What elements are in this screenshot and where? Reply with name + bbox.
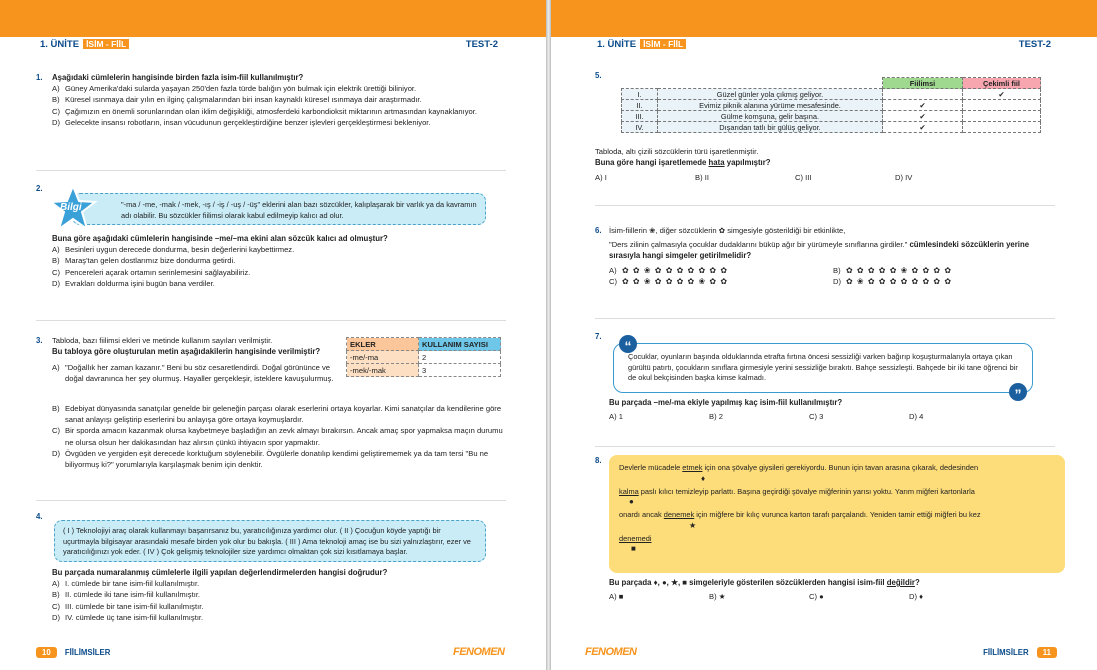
diamond-mark-icon: ♦ [701,473,706,483]
table-cell: 3 [419,364,501,377]
quote-open-icon: “ [619,335,637,353]
unit-title: 1. ÜNİTE İSİM - FİİL [40,39,129,50]
table-row [622,89,1041,100]
passage-box: ( I ) Teknolojiyi araç olarak kullanmayı başarırsanız bu, yaratıcılığınıza yardımcı olur. ( II ) Çocuğun köyde yaptığı bir uçurtmayla bilgisayar arasındaki mesafe birden yok olur bu bakışla. ( III ) Ama teknoloji amaç ise bu sizi yalnızlaştırır, ezer ve yaratıcılığınızı yok eder. ( IV ) Çok gelişmiş teknolojiler size yardımcı olmaktan çok sizi kısıtlamaya başlar. [54,520,486,562]
table-cell: ✔ [963,89,1041,100]
answer-option[interactable]: C) III [795,173,812,183]
brand-logo: FENOMEN [453,646,505,658]
circle-mark-icon: ● [629,497,634,506]
table-cell: IV. [622,122,658,133]
answer-option[interactable]: D) ♦ [909,592,924,602]
passage-box: Devlerle mücadele etmek için ona şövalye giysileri gerekiyordu. Bunun için tavan arasına çıkarak, dedesinden ♦ kalma paslı kılıcı temizleyip parlattı. Başına geçirdiği şövalye miğferinin yarısı yoktu. Yarım miğferi kartonlarla ● onardı ancak denemek için miğfere bir kılıç vurunca karton tarafı parçalandı. Yeniden tamir ettiği miğferi bu kez ★ denemedi ■ [609,455,1065,573]
answer-option[interactable]: B) ★ [709,592,726,602]
table-cell: ✔ [883,100,963,111]
question-number: 1. [36,73,43,82]
answer-option[interactable]: C) III. cümlede bir tane isim-fiil kullanılmıştır. [52,601,204,611]
question-number: 5. [595,71,602,80]
page-number: 11 [1037,647,1057,658]
question-8: Bu parçada ♦, ●, ★, ■ simgeleriyle gösterilen sözcüklerden hangisi isim-fiil değildir? A) ■ B) ★ C) ● D) ♦ [609,577,1057,602]
question-number: 4. [36,512,43,521]
answer-option[interactable]: C) 3 [809,412,824,422]
question-4: Bu parçada numaralanmış cümlelerle ilgili yapılan değerlendirmelerden hangisi doğrudur? A) I. cümlede bir tane isim-fiil kullanılmıştır. B) II. cümlede iki tane isim-fiil kullanılmıştır. C) III. cümlede bir tane isim-fiil kullanılmıştır. D) IV. cümlede üç tane isim-fiil kullanılmıştır. [52,567,507,623]
answer-option[interactable]: A) 1 [609,412,623,422]
table-cell [963,111,1041,122]
brand-logo: FENOMEN [585,646,637,658]
table-cell: Evimiz piknik alanına yürüme mesafesinde. [658,100,883,111]
question-5: Tabloda, altı çizili sözcüklerin türü işaretlenmiştir. Buna göre hangi işaretlemede hata yapılmıştır? A) I B) II C) III D) IV [595,146,1055,184]
table-header: EKLER [347,338,419,351]
answer-option[interactable]: A) ■ [609,592,624,602]
table-cell: I. [622,89,658,100]
table-cell: Dışarıdan tatlı bir gülüş geliyor. [658,122,883,133]
answer-option[interactable]: A) Besinleri uygun derecede dondurma, besin değerlerini kaybettirmez. [52,245,295,255]
table-header: KULLANIM SAYISI [419,338,501,351]
table-cell: Güzel günler yola çıkmış geliyor. [658,89,883,100]
table-header: Çekimli fiil [963,78,1041,89]
table-cell [963,122,1041,133]
footer: FİİLİMSİLER 11 [983,647,1057,658]
table-cell [883,89,963,100]
answer-option[interactable]: D) ✿ ❀ ✿ ✿ ✿ ✿ ✿ ✿ ✿ ✿ [833,276,953,286]
table-cell: ✔ [883,122,963,133]
answer-option[interactable]: C) Pencereleri açarak ortamın serinlemesini sağlayabiliriz. [52,267,251,277]
answer-option[interactable]: B) ✿ ✿ ✿ ✿ ✿ ❀ ✿ ✿ ✿ ✿ [833,265,953,275]
page-number: 10 [36,647,57,658]
answer-option[interactable]: A) I. cümlede bir tane isim-fiil kullanılmıştır. [52,579,200,589]
question-1: Aşağıdaki cümlelerin hangisinde birden fazla isim-fiil kullanılmıştır? A) Güney Amerika'daki sularda yaşayan 250'den fazla türde balığın yön bulmak için elektrik ürettiği biliniyor. B) Küresel ısınmaya dair yılın en ilginç çalışmalarından biri insan kaynaklı küresel ısınmaya dair araştırmadır. C) Çağımızın en önemli sorunlarından olan iklim değişikliği, atmosferdeki karbondioksit miktarının artmasından kaynaklanıyor. D) Gelecekte insansı robotların, insan vücudunun gerçekleştirdiğine benzer işlevleri gerçekleştirmesi bekleniyor. [52,72,507,128]
test-label: TEST-2 [1018,39,1051,50]
marking-table [621,77,1041,133]
star-mark-icon: ★ [689,520,697,530]
table-row [622,111,1041,122]
left-page [0,0,546,670]
answer-option[interactable]: D) Evrakları doldurma işini bugün bana verdiler. [52,278,215,288]
table-cell: ✔ [883,111,963,122]
table-cell: 2 [419,351,501,364]
answer-option[interactable]: A) ✿ ✿ ❀ ✿ ✿ ✿ ✿ ✿ ✿ ✿ [609,265,729,275]
quote-close-icon: ” [1009,383,1027,401]
question-number: 3. [36,336,43,345]
answer-option[interactable]: B) II. cümlede iki tane isim-fiil kullanılmıştır. [52,590,201,600]
answer-option[interactable]: B) 2 [709,412,723,422]
answer-option[interactable]: C) ✿ ✿ ❀ ✿ ✿ ✿ ✿ ❀ ✿ ✿ [609,276,729,286]
question-number: 7. [595,332,602,341]
answer-option[interactable]: D) Gelecekte insansı robotların, insan vücudunun gerçekleştirdiğine benzer işlevleri gerçekleştirmesi bekleniyor. [52,117,431,127]
suffix-table [346,337,501,377]
answer-option[interactable]: A) I [595,173,607,183]
answer-option[interactable]: B) II [695,173,709,183]
test-label: TEST-2 [465,39,498,50]
table-cell [963,100,1041,111]
answer-option[interactable]: D) 4 [909,412,924,422]
answer-option[interactable]: B) Küresel ısınmaya dair yılın en ilginç çalışmalarından biri insan kaynaklı küresel ısınmaya dair araştırmadır. [52,95,422,105]
right-page [551,0,1097,670]
question-number: 2. [36,184,43,193]
answer-option[interactable]: A) Güney Amerika'daki sularda yaşayan 250'den fazla türde balığın yön bulmak için elektrik ürettiği biliniyor. [52,84,417,94]
table-cell: II. [622,100,658,111]
question-7: Bu parçada –me/-ma ekiyle yapılmış kaç isim-fiil kullanılmıştır? A) 1 B) 2 C) 3 D) 4 [609,397,1057,422]
table-row [622,122,1041,133]
info-box: "-ma / -me, -mak / -mek, -ış / -iş / -uş / -üş" eklerini alan bazı sözcükler, kalıplaşarak bir varlık ya da kavramın adı olabilir. Bu sözcükler fiilimsi olarak kabul edilmeyip kalıcı ad olur. [72,193,486,225]
question-2: Buna göre aşağıdaki cümlelerin hangisinde –me/–ma ekini alan sözcük kalıcı ad olmuştur? A) Besinleri uygun derecede dondurma, besin değerlerini kaybettirmez. B) Maraş'tan gelen dostlarımız bize dondurma getirdi. C) Pencereleri açarak ortamın serinlemesini sağlayabiliriz. D) Evrakları doldurma işini bugün bana verdiler. [52,233,507,289]
answer-option[interactable]: C) Çağımızın en önemli sorunlarından olan iklim değişikliği, atmosferdeki karbondioksit miktarının artmasından kaynaklanıyor. [52,106,477,116]
table-cell: -mek/-mak [347,364,419,377]
bilgi-label: Bilgi [60,202,82,213]
question-3-options: B) Edebiyat dünyasında sanatçılar genelde bir geleneğin parçası olarak eserlerini ortaya koyarlar. Kimi sanatçılar da kendilerine göre sanat anlayışı geliştirip eserlerini bu anlayışa göre ortaya koymuşlardır. C) Bir sporda amacın kazanmak olursa kaybetmeye başladığın an zevk almayı bırakırsın. Ancak amaç spor yapmaksa maçın durumu ne olursa olsun her dakikasından haz alırsın çünkü ihtiyacın spor yapmaktır. D) Övgüden ve yergiden eşit derecede korktuğum söylenebilir. Övgülerle donatılıp kendimi geliştirememek ya da tam tersi "Bu ne biliyormuş ki?" yorumlarıyla karşılaşmak benim için denktir. [52,404,503,470]
table-cell: Gülme komşuna, gelir başına. [658,111,883,122]
question-6: İsim-fiillerin ❀, diğer sözcüklerin ✿ simgesiyle gösterildiği bir etkinlikte, "Ders zilinin çalmasıyla çocuklar dudaklarını büküp ağır bir yürümeyle sınıflarına girdiler." cümlesindeki sözcüklerin yerine sırasıyla hangi simgeler getirilmelidir? A) ✿ ✿ ❀ ✿ ✿ ✿ ✿ ✿ ✿ ✿ B) ✿ ✿ ✿ ✿ ✿ ❀ ✿ ✿ ✿ ✿ C) ✿ ✿ ❀ ✿ ✿ ✿ ✿ ❀ ✿ ✿ D) ✿ ❀ ✿ ✿ ✿ ✿ ✿ ✿ ✿ ✿ [609,225,1057,287]
answer-option[interactable]: D) IV [895,173,913,183]
square-mark-icon: ■ [631,544,636,553]
footer: 10 FİİLİMSİLER [36,647,110,658]
answer-option[interactable]: D) IV. cümlede üç tane isim-fiil kullanılmıştır. [52,612,204,622]
question-number: 8. [595,456,602,465]
table-row [622,100,1041,111]
table-cell: -me/-ma [347,351,419,364]
question-3-intro: Tabloda, bazı fiilimsi ekleri ve metinde kullanım sayıları verilmiştir. Bu tabloya göre oluşturulan metin aşağıdakilerin hangisinde verilmiştir? [52,336,321,357]
question-number: 6. [595,226,602,235]
table-cell: III. [622,111,658,122]
answer-option[interactable]: B) Maraş'tan gelen dostlarımız bize dondurma getirdi. [52,256,236,266]
passage-box: Çocuklar, oyunların başında olduklarında etrafta fırtına öncesi sessizliği varken bağırıp koşuşturmalarıyla ortaya çıkan gürültü patırtı, çocukların sınıflara girmesiyle yerini sessizliğe bırakıtı. Bahçe sessizleşti. Bahçede bir iki tane öğrenci bir de okul bekçisinden başka kimse kalmadı. [613,343,1033,393]
question-3-option-a: A) "Doğallık her zaman kazanır." Beni bu söz cesaretlendirdi. Doğal görününce ve doğal davranınca her şey olurmuş. Hayaller gerçekleşir, isteklere kavuşulurmuş. [52,363,334,384]
table-header: Fiilimsi [883,78,963,89]
unit-title: 1. ÜNİTE İSİM - FİİL [597,39,686,50]
answer-option[interactable]: C) ● [809,592,824,602]
